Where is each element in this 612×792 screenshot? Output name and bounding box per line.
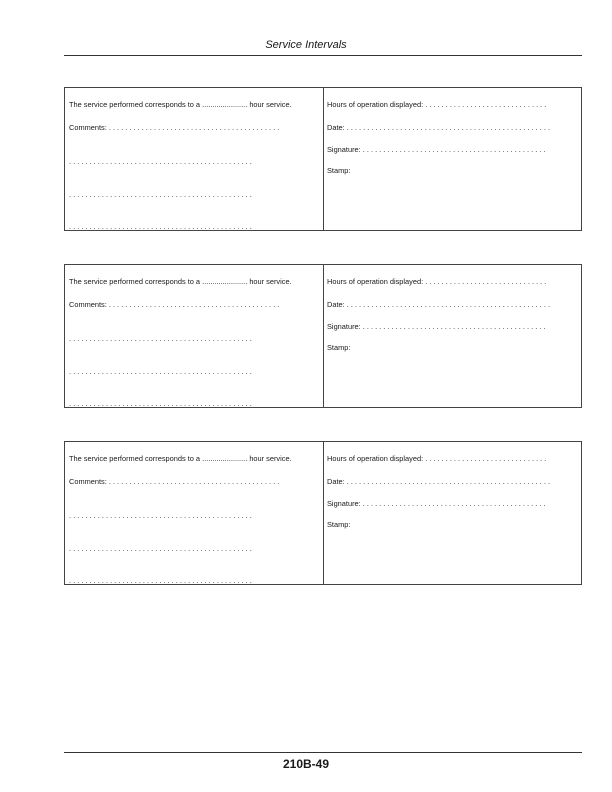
comments-line-2[interactable]: . . . . . . . . . . . . . . . . . . . . . . . . . . . . . . . . . . . . . . . . . . . . . (69, 334, 252, 343)
hours-field[interactable]: Hours of operation displayed: . . . . . . . . . . . . . . . . . . . . . . . . . . . . . . (327, 454, 547, 463)
date-field[interactable]: Date: . . . . . . . . . . . . . . . . . . . . . . . . . . . . . . . . . . . . . . . . . . . . . . . . . . (327, 477, 551, 486)
service-hour-field[interactable]: The service performed corresponds to a ...................... hour service. (69, 277, 292, 286)
verification-column (323, 265, 581, 407)
header-divider (64, 55, 582, 56)
service-details-column (65, 265, 324, 407)
service-record-form-3 (64, 441, 582, 585)
hours-field[interactable]: Hours of operation displayed: . . . . . . . . . . . . . . . . . . . . . . . . . . . . . . (327, 100, 547, 109)
service-details-column (65, 88, 324, 230)
signature-field[interactable]: Signature: . . . . . . . . . . . . . . . . . . . . . . . . . . . . . . . . . . . . . . . . . . . . . (327, 145, 546, 154)
footer-divider (64, 752, 582, 753)
comments-line-4[interactable]: . . . . . . . . . . . . . . . . . . . . . . . . . . . . . . . . . . . . . . . . . . . . . (69, 576, 252, 585)
service-record-form-2 (64, 264, 582, 408)
date-field[interactable]: Date: . . . . . . . . . . . . . . . . . . . . . . . . . . . . . . . . . . . . . . . . . . . . . . . . . . (327, 123, 551, 132)
comments-line-4[interactable]: . . . . . . . . . . . . . . . . . . . . . . . . . . . . . . . . . . . . . . . . . . . . . (69, 399, 252, 408)
service-details-column (65, 442, 324, 584)
comments-line-2[interactable]: . . . . . . . . . . . . . . . . . . . . . . . . . . . . . . . . . . . . . . . . . . . . . (69, 511, 252, 520)
service-record-form-1 (64, 87, 582, 231)
comments-line-3[interactable]: . . . . . . . . . . . . . . . . . . . . . . . . . . . . . . . . . . . . . . . . . . . . . (69, 544, 252, 553)
stamp-label: Stamp: (327, 166, 351, 175)
signature-field[interactable]: Signature: . . . . . . . . . . . . . . . . . . . . . . . . . . . . . . . . . . . . . . . . . . . . . (327, 322, 546, 331)
comments-field[interactable]: Comments: . . . . . . . . . . . . . . . . . . . . . . . . . . . . . . . . . . . . . . . . . . (69, 300, 280, 309)
comments-line-3[interactable]: . . . . . . . . . . . . . . . . . . . . . . . . . . . . . . . . . . . . . . . . . . . . . (69, 367, 252, 376)
signature-field[interactable]: Signature: . . . . . . . . . . . . . . . . . . . . . . . . . . . . . . . . . . . . . . . . . . . . . (327, 499, 546, 508)
page-number: 210B-49 (282, 757, 330, 771)
verification-column (323, 442, 581, 584)
comments-line-2[interactable]: . . . . . . . . . . . . . . . . . . . . . . . . . . . . . . . . . . . . . . . . . . . . . (69, 157, 252, 166)
page-header-title: Service Intervals (265, 39, 347, 51)
comments-line-3[interactable]: . . . . . . . . . . . . . . . . . . . . . . . . . . . . . . . . . . . . . . . . . . . . . (69, 190, 252, 199)
service-hour-field[interactable]: The service performed corresponds to a ...................... hour service. (69, 100, 292, 109)
date-field[interactable]: Date: . . . . . . . . . . . . . . . . . . . . . . . . . . . . . . . . . . . . . . . . . . . . . . . . . . (327, 300, 551, 309)
service-hour-field[interactable]: The service performed corresponds to a ...................... hour service. (69, 454, 292, 463)
stamp-label: Stamp: (327, 520, 351, 529)
verification-column (323, 88, 581, 230)
comments-line-4[interactable]: . . . . . . . . . . . . . . . . . . . . . . . . . . . . . . . . . . . . . . . . . . . . . (69, 222, 252, 231)
hours-field[interactable]: Hours of operation displayed: . . . . . . . . . . . . . . . . . . . . . . . . . . . . . . (327, 277, 547, 286)
comments-field[interactable]: Comments: . . . . . . . . . . . . . . . . . . . . . . . . . . . . . . . . . . . . . . . . . . (69, 123, 280, 132)
stamp-label: Stamp: (327, 343, 351, 352)
comments-field[interactable]: Comments: . . . . . . . . . . . . . . . . . . . . . . . . . . . . . . . . . . . . . . . . . . (69, 477, 280, 486)
